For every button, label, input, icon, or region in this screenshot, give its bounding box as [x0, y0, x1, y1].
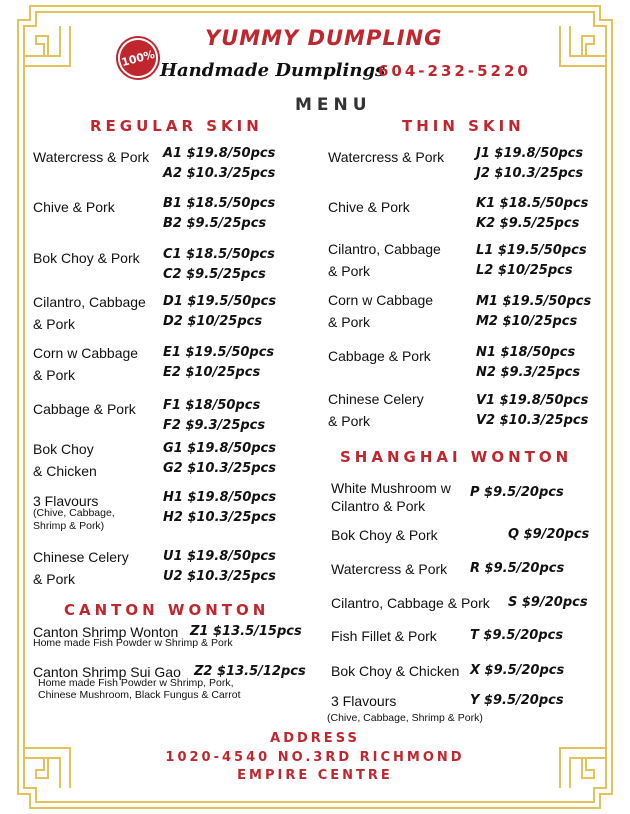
price-large: U1 $19.8/50pcs [163, 549, 276, 564]
menu-item-name: Bok Choy & Pork [33, 250, 140, 266]
menu-item-note: Home made Fish Powder w Shrimp, Pork, [38, 677, 234, 689]
menu-item-name: Bok Choy & Pork [331, 527, 438, 543]
price: Z2 $13.5/12pcs [194, 664, 306, 679]
price-small: N2 $9.3/25pcs [476, 365, 581, 380]
menu-item-name: Corn w Cabbage [328, 292, 434, 308]
menu-item-name: 3 Flavours [33, 493, 99, 509]
menu-item-note: Chinese Mushroom, Black Fungus & Carrot [38, 689, 241, 701]
menu-item-name: Cilantro, Cabbage & Pork [331, 595, 490, 611]
phone-number[interactable]: 604-232-5220 [378, 62, 531, 80]
price-small: D2 $10/25pcs [163, 314, 263, 329]
price-large: V1 $19.8/50pcs [476, 393, 589, 408]
price-small: V2 $10.3/25pcs [476, 413, 589, 428]
price-large: D1 $19.5/50pcs [163, 294, 277, 309]
menu-item-name: Cabbage & Pork [328, 348, 431, 364]
quality-badge: 100% [114, 34, 163, 83]
price-small: H2 $10.3/25pcs [163, 510, 277, 525]
price-large: B1 $18.5/50pcs [163, 196, 276, 211]
address-line-1: 1020-4540 NO.3RD RICHMOND [165, 750, 465, 765]
menu-item-name: Canton Shrimp Sui Gao [33, 664, 181, 680]
menu-item-name: & Pork [33, 571, 76, 587]
tagline: Handmade Dumplings [160, 60, 386, 81]
menu-item-name: Fish Fillet & Pork [331, 628, 437, 644]
price-small: L2 $10/25pcs [476, 263, 573, 278]
menu-heading: MENU [295, 95, 372, 115]
menu-item-name: 3 Flavours [331, 693, 397, 709]
price: P $9.5/20pcs [470, 485, 564, 500]
price-small: A2 $10.3/25pcs [163, 166, 276, 181]
address-label: ADDRESS [270, 731, 360, 746]
menu-item-name: White Mushroom w [331, 480, 451, 496]
menu-item-name: & Pork [328, 314, 371, 330]
menu-item-name: Bok Choy & Chicken [331, 663, 460, 679]
menu-item-name: Bok Choy [33, 441, 94, 457]
menu-item-name: Chive & Pork [328, 199, 410, 215]
price-small: E2 $10/25pcs [163, 365, 261, 380]
menu-item-name: & Pork [328, 413, 371, 429]
menu-item-name: Cabbage & Pork [33, 401, 136, 417]
menu-item-note: (Chive, Cabbage, Shrimp & Pork) [327, 712, 483, 724]
price-large: H1 $19.8/50pcs [163, 490, 277, 505]
price-large: A1 $19.8/50pcs [163, 146, 276, 161]
price-small: J2 $10.3/25pcs [476, 166, 584, 181]
price-large: F1 $18/50pcs [163, 398, 261, 413]
price-large: N1 $18/50pcs [476, 345, 576, 360]
menu-item-note: (Chive, Cabbage, [33, 507, 115, 519]
menu-item-name: & Pork [33, 316, 76, 332]
price-small: M2 $10/25pcs [476, 314, 578, 329]
price: Q $9/20pcs [508, 527, 590, 542]
menu-item-note: Shrimp & Pork) [33, 520, 105, 532]
price-small: U2 $10.3/25pcs [163, 569, 276, 584]
price-large: E1 $19.5/50pcs [163, 345, 275, 360]
address-line-2: EMPIRE CENTRE [237, 768, 393, 783]
thin-skin-heading: THIN SKIN [402, 117, 525, 135]
price-large: C1 $18.5/50pcs [163, 247, 275, 262]
menu-item-name: Cilantro, Cabbage [328, 241, 441, 257]
menu-item-name: Cilantro, Cabbage [33, 294, 146, 310]
menu-item-name: Chive & Pork [33, 199, 115, 215]
price-small: K2 $9.5/25pcs [476, 216, 580, 231]
menu-item-name: & Chicken [33, 463, 97, 479]
menu-item-note: Home made Fish Powder w Shrimp & Pork [33, 637, 233, 649]
menu-item-name: Watercress & Pork [331, 561, 448, 577]
menu-item-name: Watercress & Pork [33, 149, 150, 165]
price-large: M1 $19.5/50pcs [476, 294, 592, 309]
menu-item-name: Watercress & Pork [328, 149, 445, 165]
menu-item-name: Chinese Celery [328, 391, 424, 407]
shanghai-wonton-heading: SHANGHAI WONTON [340, 448, 573, 466]
menu-item-name: & Pork [33, 367, 76, 383]
price: S $9/20pcs [508, 595, 588, 610]
menu-item-name: Canton Shrimp Wonton [33, 624, 179, 640]
price: T $9.5/20pcs [470, 628, 564, 643]
price-large: K1 $18.5/50pcs [476, 196, 589, 211]
price: X $9.5/20pcs [470, 663, 565, 678]
restaurant-name: YUMMY DUMPLING [205, 26, 443, 50]
price-small: F2 $9.3/25pcs [163, 418, 266, 433]
price-small: C2 $9.5/25pcs [163, 267, 266, 282]
canton-wonton-heading: CANTON WONTON [64, 601, 270, 619]
price-large: G1 $19.8/50pcs [163, 441, 276, 456]
price-small: B2 $9.5/25pcs [163, 216, 267, 231]
regular-skin-heading: REGULAR SKIN [90, 117, 263, 135]
menu-item-name: Cilantro & Pork [331, 498, 426, 514]
price: Y $9.5/20pcs [470, 693, 564, 708]
menu-item-name: Chinese Celery [33, 549, 129, 565]
price-small: G2 $10.3/25pcs [163, 461, 276, 476]
price-large: J1 $19.8/50pcs [476, 146, 584, 161]
menu-item-name: & Pork [328, 263, 371, 279]
price: Z1 $13.5/15pcs [190, 624, 302, 639]
price-large: L1 $19.5/50pcs [476, 243, 587, 258]
menu-item-name: Corn w Cabbage [33, 345, 139, 361]
price: R $9.5/20pcs [470, 561, 565, 576]
